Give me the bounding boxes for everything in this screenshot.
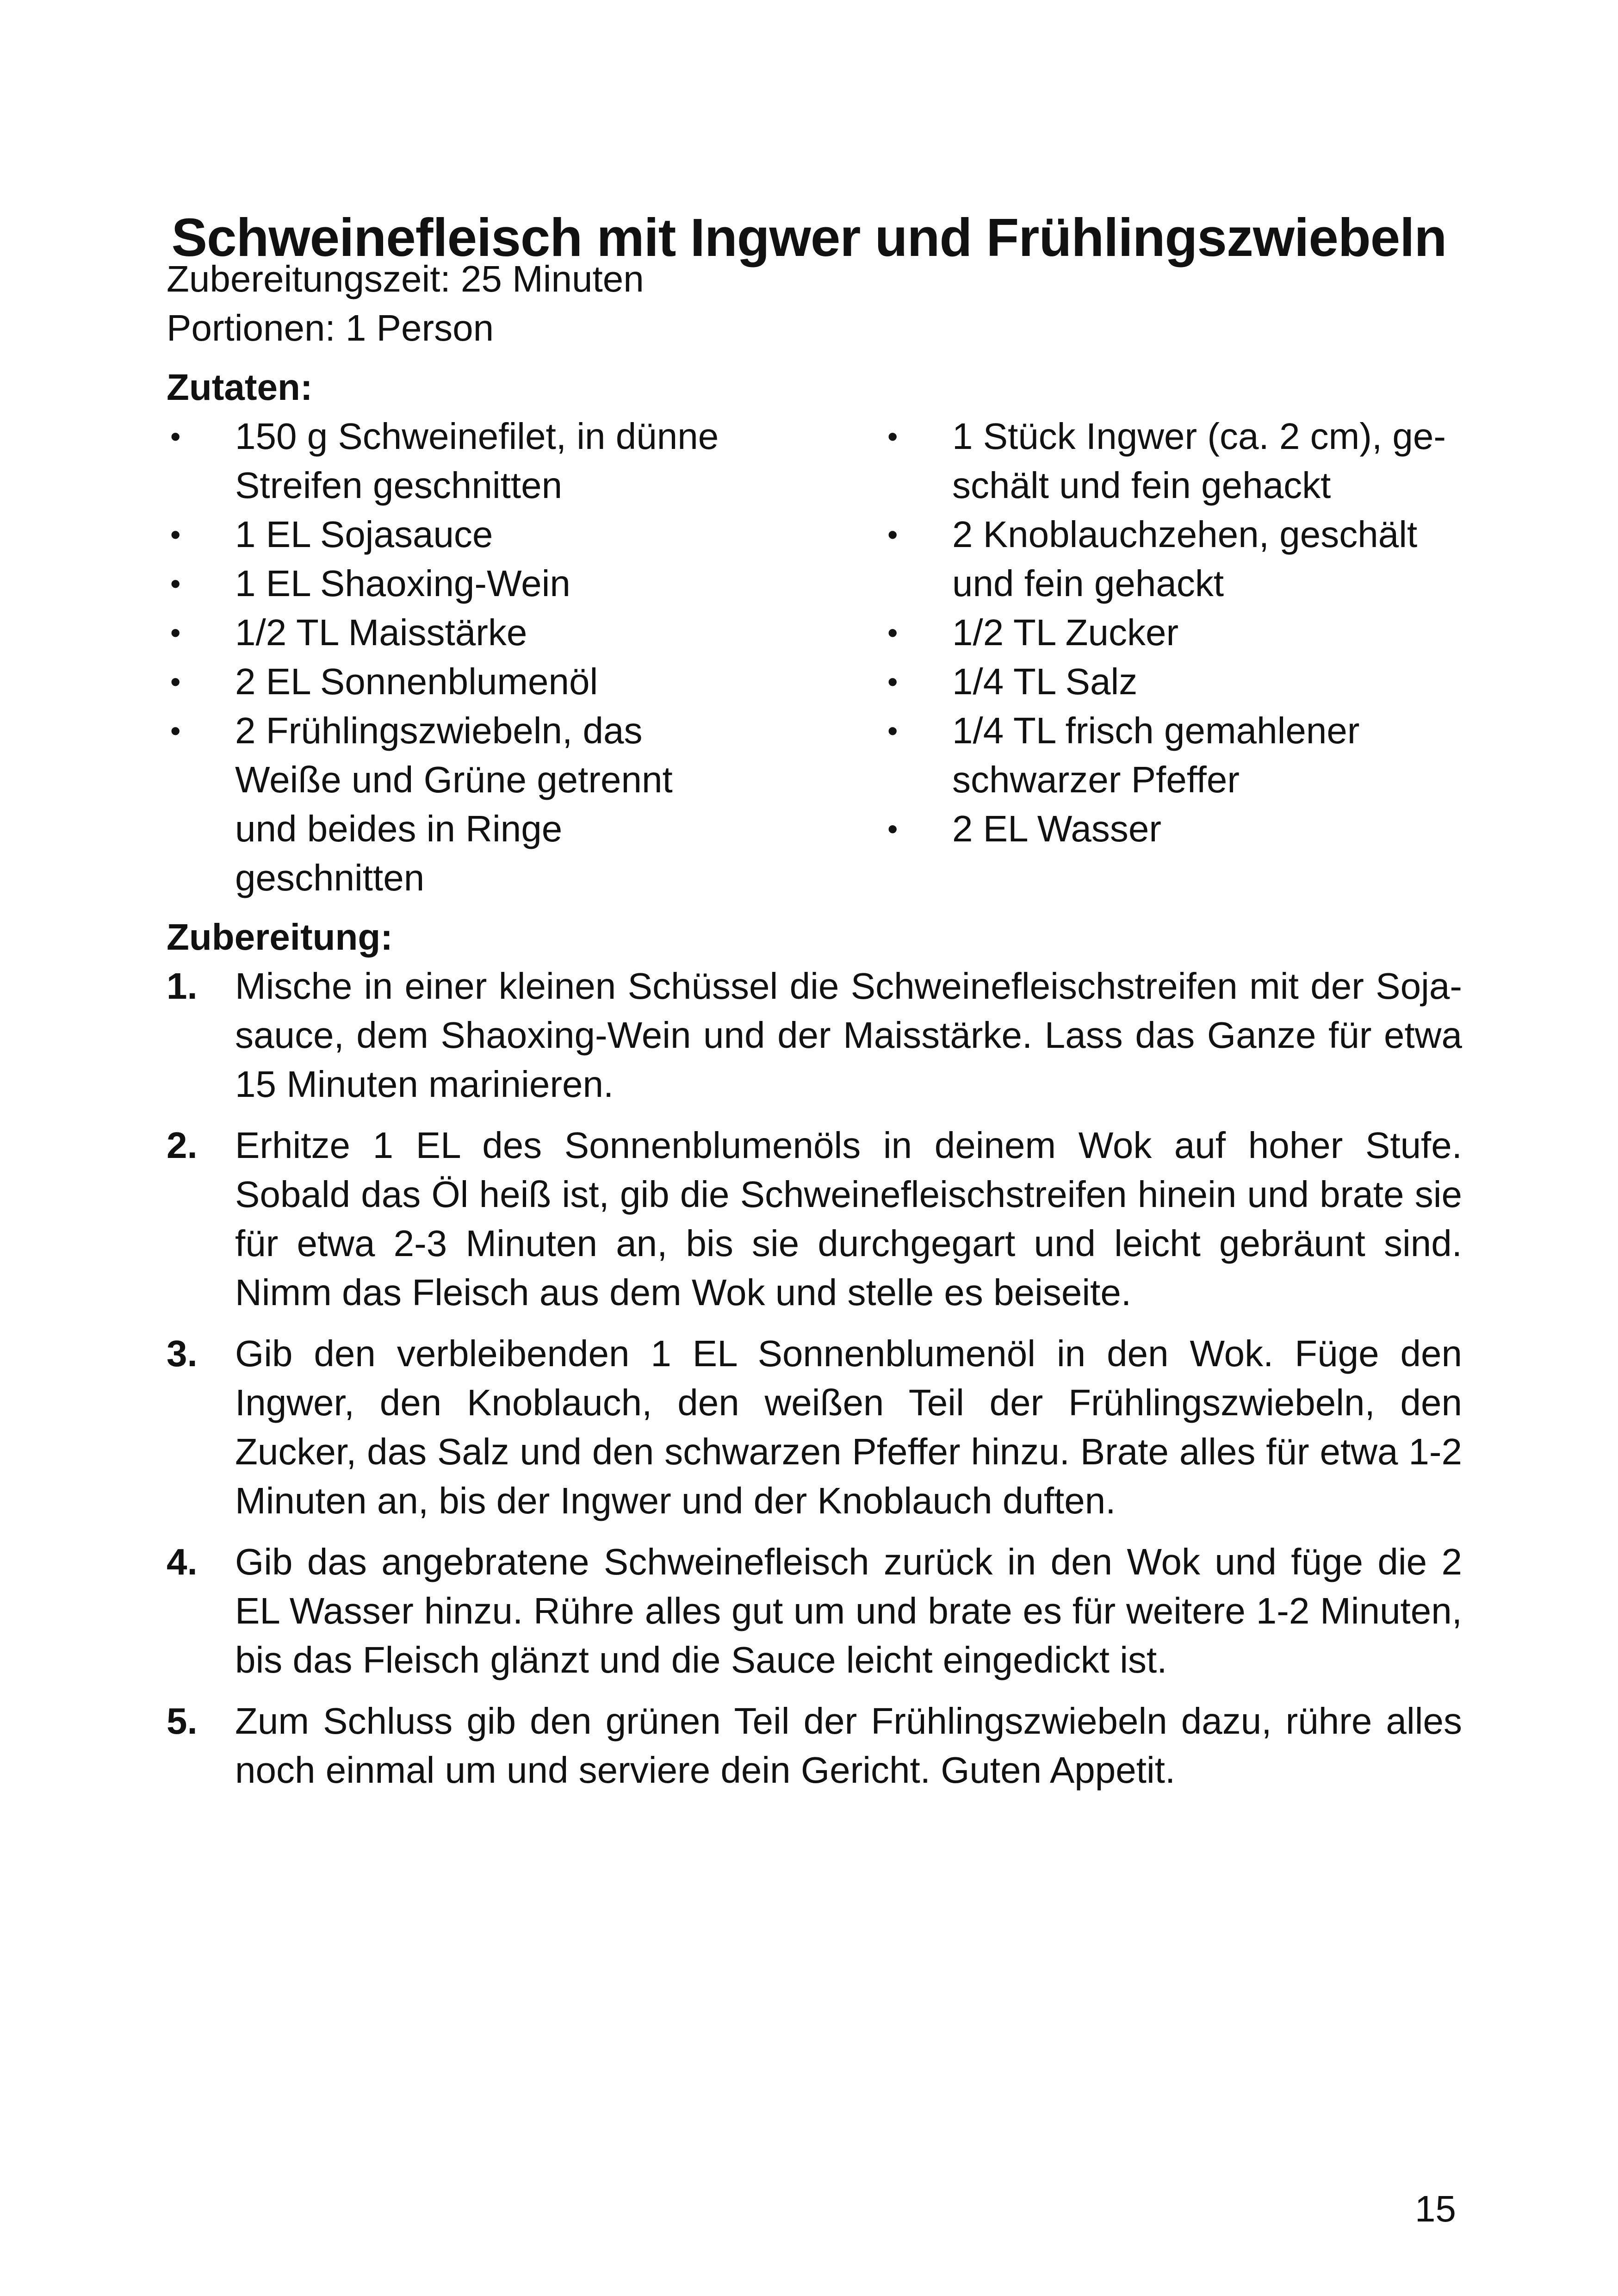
preparation-step [167,1121,1462,1317]
ingredient-text: 1 EL Sojasauce [235,514,493,555]
ingredients-column-left [167,412,884,902]
ingredient-item [167,706,739,902]
prep-time: Zubereitungszeit: 25 Minuten [167,258,644,299]
recipe-content [167,255,1462,1807]
preparation-steps [167,962,1462,1795]
ingredient-item [884,412,1452,510]
step-number: 1. [167,965,198,1007]
step-number: 4. [167,1541,198,1582]
ingredient-item [884,804,1452,853]
bullet-icon: • [170,616,181,649]
page-number: 15 [1415,2188,1456,2229]
ingredient-item [884,706,1452,804]
ingredient-item [884,510,1452,608]
step-text: Gib den verbleibenden 1 EL Sonnenblumenöl in den Wok. Füge den Ingwer, den Knoblauch, den weißen Teil der Frühlingszwiebeln, den Zucker, das Salz und den schwarzen Pfeffer hinzu. Brate alles für etwa 1-2 Minuten an, bis der Ingwer und der Knoblauch duften. [235,1333,1462,1521]
bullet-icon: • [170,567,181,600]
ingredient-text: 1/2 TL Maisstärke [235,612,527,653]
preparation-step [167,1329,1462,1525]
bullet-icon: • [170,665,181,698]
ingredient-item [884,657,1452,706]
bullet-icon: • [170,420,181,453]
ingredient-text: 2 Knoblauchzehen, geschält und fein gehackt [952,514,1418,604]
ingredient-text: 1/4 TL Salz [952,661,1138,702]
ingredients-list [167,412,1462,902]
portions: Portionen: 1 Person [167,307,494,348]
bullet-icon: • [887,714,898,747]
preparation-heading: Zubereitung: [167,916,393,958]
ingredients-column-right [884,412,1462,902]
ingredient-text: 1/2 TL Zucker [952,612,1179,653]
bullet-icon: • [170,714,181,747]
step-number: 2. [167,1125,198,1166]
ingredient-item [167,608,739,657]
preparation-step [167,1697,1462,1795]
bullet-icon: • [887,812,898,846]
ingredient-text: 1 EL Shaoxing-Wein [235,563,570,604]
ingredient-item [884,608,1452,657]
step-text: Zum Schluss gib den grünen Teil der Frühlingszwiebeln dazu, rühre alles noch einmal um und serviere dein Gericht. Guten Appetit. [235,1700,1462,1791]
step-number: 5. [167,1700,198,1742]
ingredient-text: 2 EL Sonnenblumenöl [235,661,598,702]
ingredient-item [167,510,739,559]
ingredients-heading: Zutaten: [167,367,313,408]
step-number: 3. [167,1333,198,1374]
ingredient-item [167,657,739,706]
bullet-icon: • [887,518,898,551]
recipe-title: Schweinefleisch mit Ingwer und Frühlingszwiebeln [171,207,1447,268]
step-text: Erhitze 1 EL des Sonnenblumenöls in deinem Wok auf hoher Stufe. Sobald das Öl heiß ist, gib die Schweinefleischstreifen hinein und brate sie für etwa 2-3 Minuten an, bis sie durchgegart und leicht gebräunt sind. Nimm das Fleisch aus dem Wok und stelle es beiseite. [235,1125,1462,1313]
preparation-step [167,1537,1462,1685]
step-text: Gib das angebratene Schweinefleisch zurück in den Wok und füge die 2 EL Wasser hinzu. Rühre alles gut um und brate es für weitere 1-2 Minuten, bis das Fleisch glänzt und die Sauce leicht eingedickt ist. [235,1541,1462,1680]
ingredient-text: 150 g Schweinefilet, in dünne Streifen geschnitten [235,416,719,506]
ingredient-item [167,412,739,510]
ingredient-text: 2 Frühlingszwiebeln, das Weiße und Grüne getrennt und beides in Ringe geschnitten [235,710,673,898]
preparation-step [167,962,1462,1109]
bullet-icon: • [887,616,898,649]
bullet-icon: • [887,665,898,698]
ingredient-text: 2 EL Wasser [952,808,1161,849]
ingredient-text: 1 Stück Ingwer (ca. 2 cm), geschält und fein gehackt [952,416,1446,506]
ingredient-item [167,559,739,608]
bullet-icon: • [170,518,181,551]
bullet-icon: • [887,420,898,453]
step-text: Mische in einer kleinen Schüssel die Schweinefleischstreifen mit der Sojasauce, dem Shaoxing-Wein und der Maisstärke. Lass das Ganze für etwa 15 Minuten marinieren. [235,965,1462,1105]
ingredient-text: 1/4 TL frisch gemahlener schwarzer Pfeffer [952,710,1360,800]
